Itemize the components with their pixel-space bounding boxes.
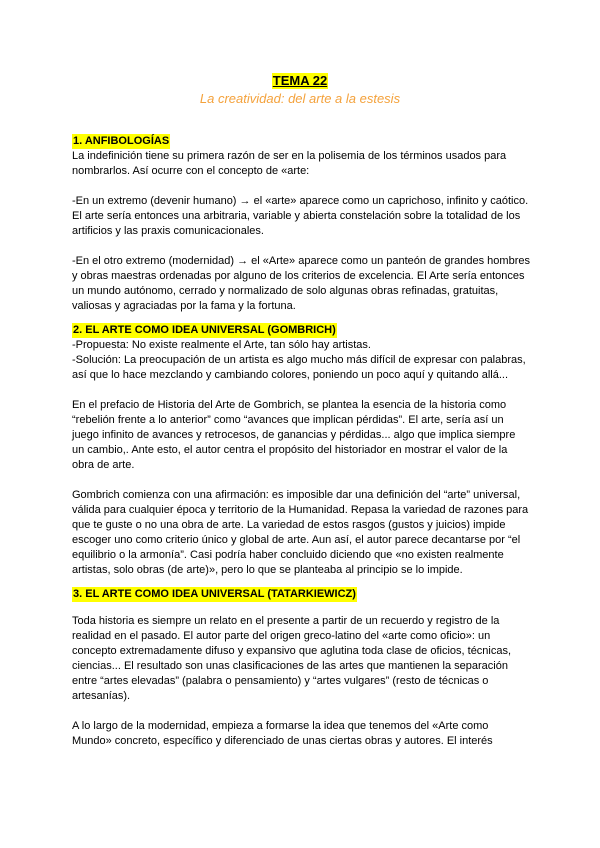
paragraph: En el prefacio de Historia del Arte de Gombrich, se plantea la esencia de la historia como “rebelión frente a lo anterior” como “avances que implican pérdidas”. El arte, sería así un juego infinito de avances y retrocesos, de ganancias y pérdidas... algo que implica siempre un cambio,. Ante esto, el autor centra el propósito del historiador en mostrar el valor de la obra de arte. — [72, 399, 516, 471]
document-body — [72, 134, 530, 749]
topic-subtitle: La creatividad: del arte a la estesis — [199, 91, 401, 106]
paragraph: Gombrich comienza con una afirmación: es imposible dar una definición del “arte” universal, válida para cualquier época y territorio de la Humanidad. Repasa la variedad de razones para que te guste o no una obra de arte. La variedad de estos rasgos (gustos y juicios) impide escoger uno como criterio único y global de arte. Aun así, el autor parece decantarse por “el equilibrio o la armonía”. Casi podría haber concluido diciendo que «no existen realmente artistas, solo obras (de arte)», pero lo que se planteaba al principio se lo impide. — [72, 489, 529, 576]
paragraph: -Propuesta: No existe realmente el Arte, tan sólo hay artistas. — [72, 339, 371, 351]
section-tatarkiewicz — [72, 587, 530, 749]
title-block — [0, 72, 600, 107]
section-heading: 2. EL ARTE COMO IDEA UNIVERSAL (GOMBRICH) — [73, 324, 336, 336]
section-gombrich — [72, 323, 530, 578]
paragraph: A lo largo de la modernidad, empieza a formarse la idea que tenemos del «Arte como Mundo» concreto, específico y diferenciado de unas ciertas obras y autores. El interés — [72, 720, 493, 747]
paragraph: La indefinición tiene su primera razón de ser en la polisemia de los términos usados para nombrarlos. Así ocurre con el concepto de «arte: — [72, 150, 507, 177]
paragraph: -Solución: La preocupación de un artista es algo mucho más difícil de expresar con palabras, así que lo hace mezclando y cambiando colores, poniendo un poco aquí y quitando allá... — [72, 354, 526, 381]
section-heading: 1. ANFIBOLOGÍAS — [73, 135, 170, 147]
paragraph: -En el otro extremo (modernidad) → el «Arte» aparece como un panteón de grandes hombres y obras maestras ordenadas por alguno de los criterios de excelencia. El Arte sería entonces un mundo autónomo, cerrado y normalizado de solo algunas obras refinadas, gratuitas, valiosas y agraciadas por la fama y la fortuna. — [72, 255, 530, 312]
paragraph: -En un extremo (devenir humano) → el «arte» aparece como un caprichoso, infinito y caótico. El arte sería entonces una arbitraria, variable y abierta constelación sobre la totalidad de los artificios y las praxis comunicacionales. — [72, 195, 529, 237]
topic-number: TEMA 22 — [272, 73, 328, 88]
section-anfibologias — [72, 134, 530, 314]
paragraph: Toda historia es siempre un relato en el presente a partir de un recuerdo y registro de la realidad en el pasado. El autor parte del origen greco-latino del «arte como oficio»: un concepto extremadamente difuso y expansivo que aglutina toda clase de oficios, técnicas, ciencias... El resultado son unas clasificaciones de las artes que mantienen la separación entre “artes elevadas” (palabra o pensamiento) y “artes vulgares” (resto de técnicas o artesanías). — [72, 615, 512, 702]
section-heading: 3. EL ARTE COMO IDEA UNIVERSAL (TATARKIEWICZ) — [73, 588, 356, 600]
